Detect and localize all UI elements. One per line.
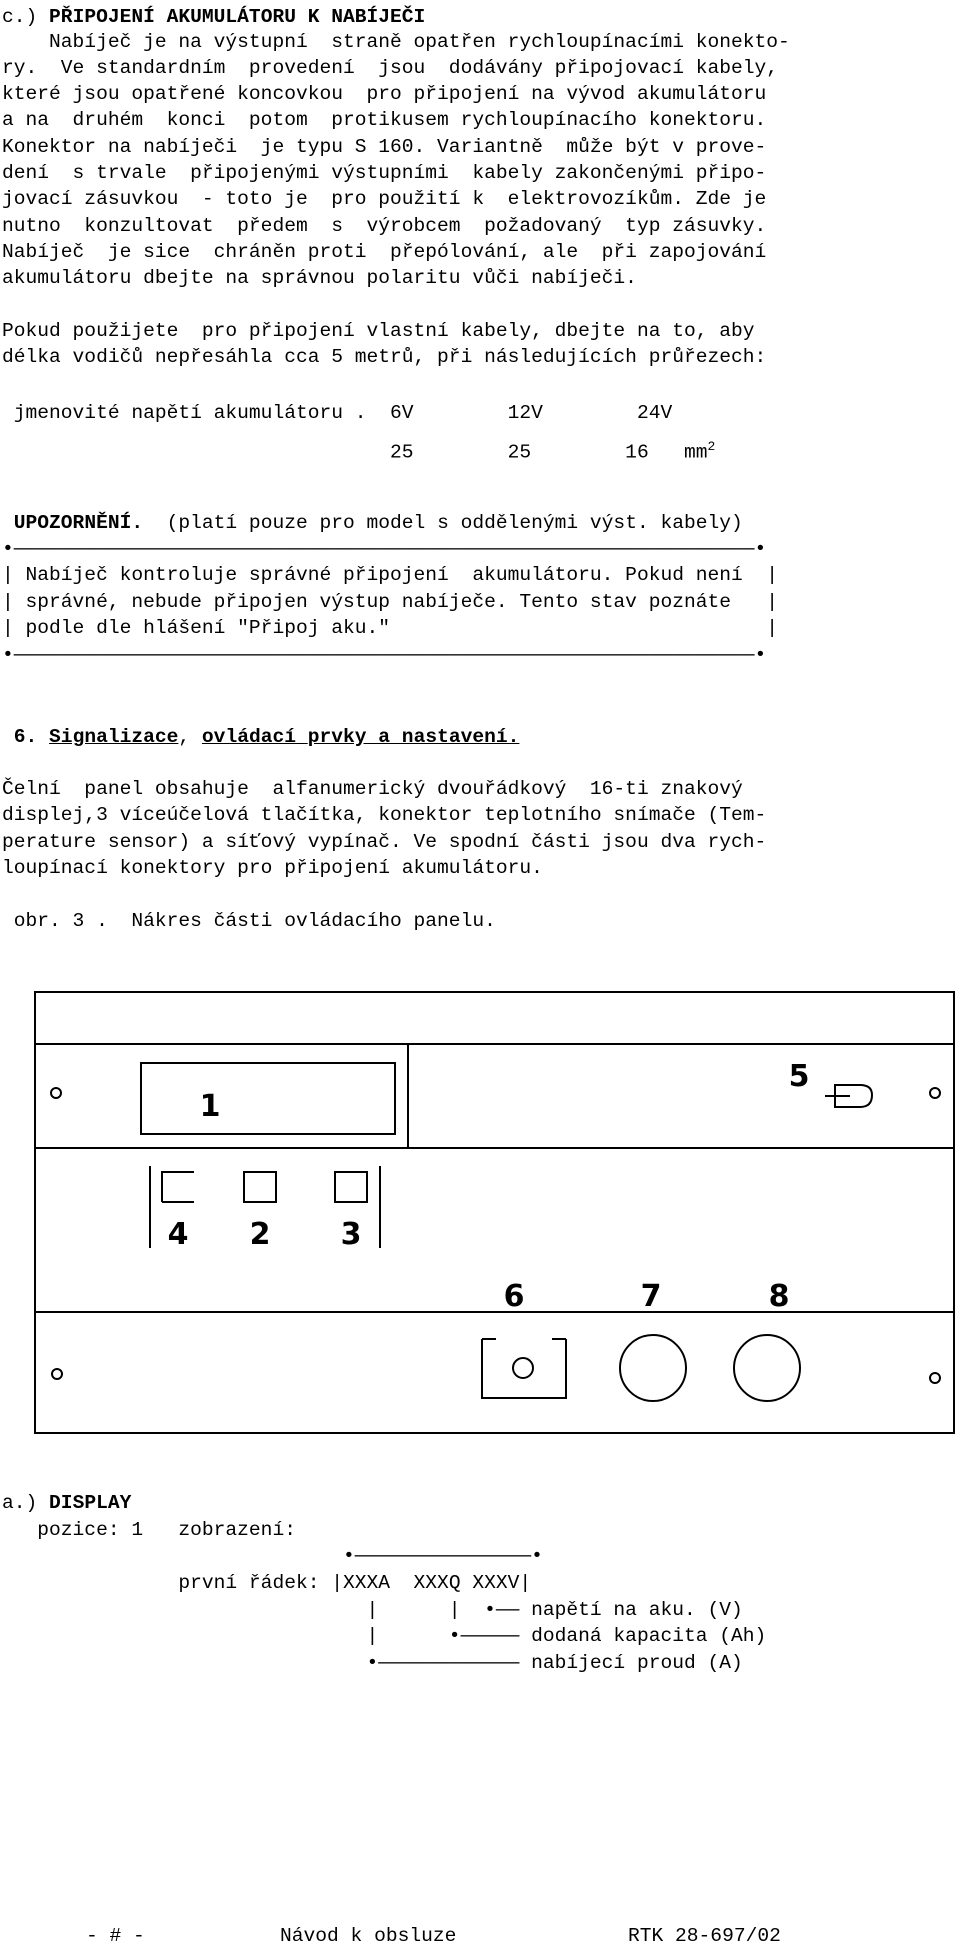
quick-connector-7 [620, 1335, 686, 1401]
figure-caption: obr. 3 . Nákres části ovládacího panelu. [2, 910, 496, 932]
display-legend-current: •———————————— nabíjecí proud (A) [2, 1652, 743, 1674]
display-legend-voltage: | | •—— napětí na aku. (V) [2, 1599, 743, 1621]
button-3 [335, 1172, 367, 1202]
warning-line-1: | Nabíječ kontroluje správné připojení akumulátoru. Pokud není | [2, 564, 779, 586]
voltage-row: jmenovité napětí akumulátoru . 6V 12V 24V [2, 402, 673, 424]
label-7: 7 [640, 1279, 662, 1314]
cable-line-2: délka vodičů nepřesáhla cca 5 metrů, při následujících průřezech: [2, 346, 767, 368]
section-c-title: PŘIPOJENÍ AKUMULÁTORU K NABÍJEČI [49, 6, 426, 28]
footer-title: Návod k obsluze [280, 1925, 457, 1947]
section-c-line-8: nutno konzultovat předem s výrobcem požadovaný typ zásuvky. [2, 215, 767, 237]
section-c-line-3: které jsou opatřené koncovkou pro připojení na vývod akumulátoru [2, 83, 767, 105]
section-c-prefix: c.) [2, 6, 50, 28]
warning-border-top: •———————————————————————————————————————————————————————————————• [2, 538, 767, 560]
display-box-top: •———————————————• [2, 1545, 543, 1567]
section-6-line-1: Čelní panel obsahuje alfanumerický dvouřádkový 16-ti znakový [2, 778, 743, 800]
section-c-line-4: a na druhém konci potom protikusem rychloupínacího konektoru. [2, 109, 767, 131]
display-position-line: pozice: 1 zobrazení: [2, 1519, 296, 1541]
display-heading [2, 1490, 131, 1516]
section-6-title-2: ovládací_prvky_a_nastavení. [201, 726, 520, 748]
warning-border-bottom: •———————————————————————————————————————————————————————————————• [2, 644, 767, 666]
section-6-line-4: loupínací konektory pro připojení akumulátoru. [2, 857, 543, 879]
section-c-line-1: Nabíječ je na výstupní straně opatřen rychloupínacími konekto- [2, 31, 790, 53]
label-8: 8 [768, 1279, 790, 1314]
section-c-line-7: jovací zásuvkou - toto je pro použití k elektrovozíkům. Zde je [2, 188, 767, 210]
label-5: 5 [788, 1059, 810, 1094]
warning-title: UPOZORNĚNÍ. [13, 512, 144, 534]
quick-connector-8 [734, 1335, 800, 1401]
section-6-comma: , [178, 726, 202, 748]
label-2: 2 [249, 1217, 271, 1252]
section-c-line-6: dení s trvale připojenými výstupními kabely zakončenými připo- [2, 162, 767, 184]
power-switch-frame [482, 1339, 566, 1398]
section-6-line-3: perature sensor) a síťový vypínač. Ve spodní části jsou dva rych- [2, 831, 767, 853]
cable-line-1: Pokud použijete pro připojení vlastní kabely, dbejte na to, aby [2, 320, 755, 342]
section-c-line-2: ry. Ve standardním provedení jsou dodávány připojovací kabely, [2, 57, 779, 79]
label-1: 1 [199, 1089, 221, 1124]
cross-section-values: 25 25 16 mm [2, 441, 708, 464]
first-row-label: první řádek: [2, 1572, 332, 1594]
label-4: 4 [167, 1217, 189, 1252]
label-6: 6 [503, 1279, 525, 1314]
section-6-line-2: displej,3 víceúčelová tlačítka, konektor teplotního snímače (Tem- [2, 804, 767, 826]
button-2 [244, 1172, 276, 1202]
footer-page-number: - # - [86, 1925, 145, 1947]
display-title: DISPLAY [49, 1492, 132, 1514]
warning-line-3: | podle dle hlášení "Připoj aku." | [2, 617, 779, 639]
screw-hole-top-right [930, 1088, 940, 1098]
power-switch [513, 1358, 533, 1378]
warning-line-2: | správné, nebude připojen výstup nabíječe. Tento stav poznáte | [2, 591, 779, 613]
panel-outline [35, 992, 954, 1433]
section-6-title-1: Signalizace [49, 726, 179, 748]
warning-note: (platí pouze pro model s oddělenými výst. kabely) [143, 512, 743, 534]
display-prefix: a.) [2, 1492, 50, 1514]
section-6-number: 6. [13, 726, 50, 748]
label-3: 3 [340, 1217, 362, 1252]
footer-doc-code: RTK 28-697/02 [628, 1925, 781, 1947]
screw-hole-top-left [51, 1088, 61, 1098]
button-4-frame [162, 1172, 194, 1202]
section-c-line-5: Konektor na nabíječi je typu S 160. Variantně může být v prove- [2, 136, 767, 158]
screw-hole-bottom-right [930, 1373, 940, 1383]
screw-hole-bottom-left [52, 1369, 62, 1379]
display-first-row [2, 1570, 531, 1596]
cross-section-superscript: 2 [707, 439, 716, 454]
section-c-line-10: akumulátoru dbejte na správnou polaritu vůči nabíječi. [2, 267, 637, 289]
display-window [141, 1063, 395, 1134]
first-row-value: |XXXA XXXQ XXXV| [331, 1572, 532, 1594]
section-c-line-9: Nabíječ je sice chráněn proti přepólování, ale při zapojování [2, 241, 767, 263]
display-legend-capacity: | •————— dodaná kapacita (Ah) [2, 1625, 767, 1647]
